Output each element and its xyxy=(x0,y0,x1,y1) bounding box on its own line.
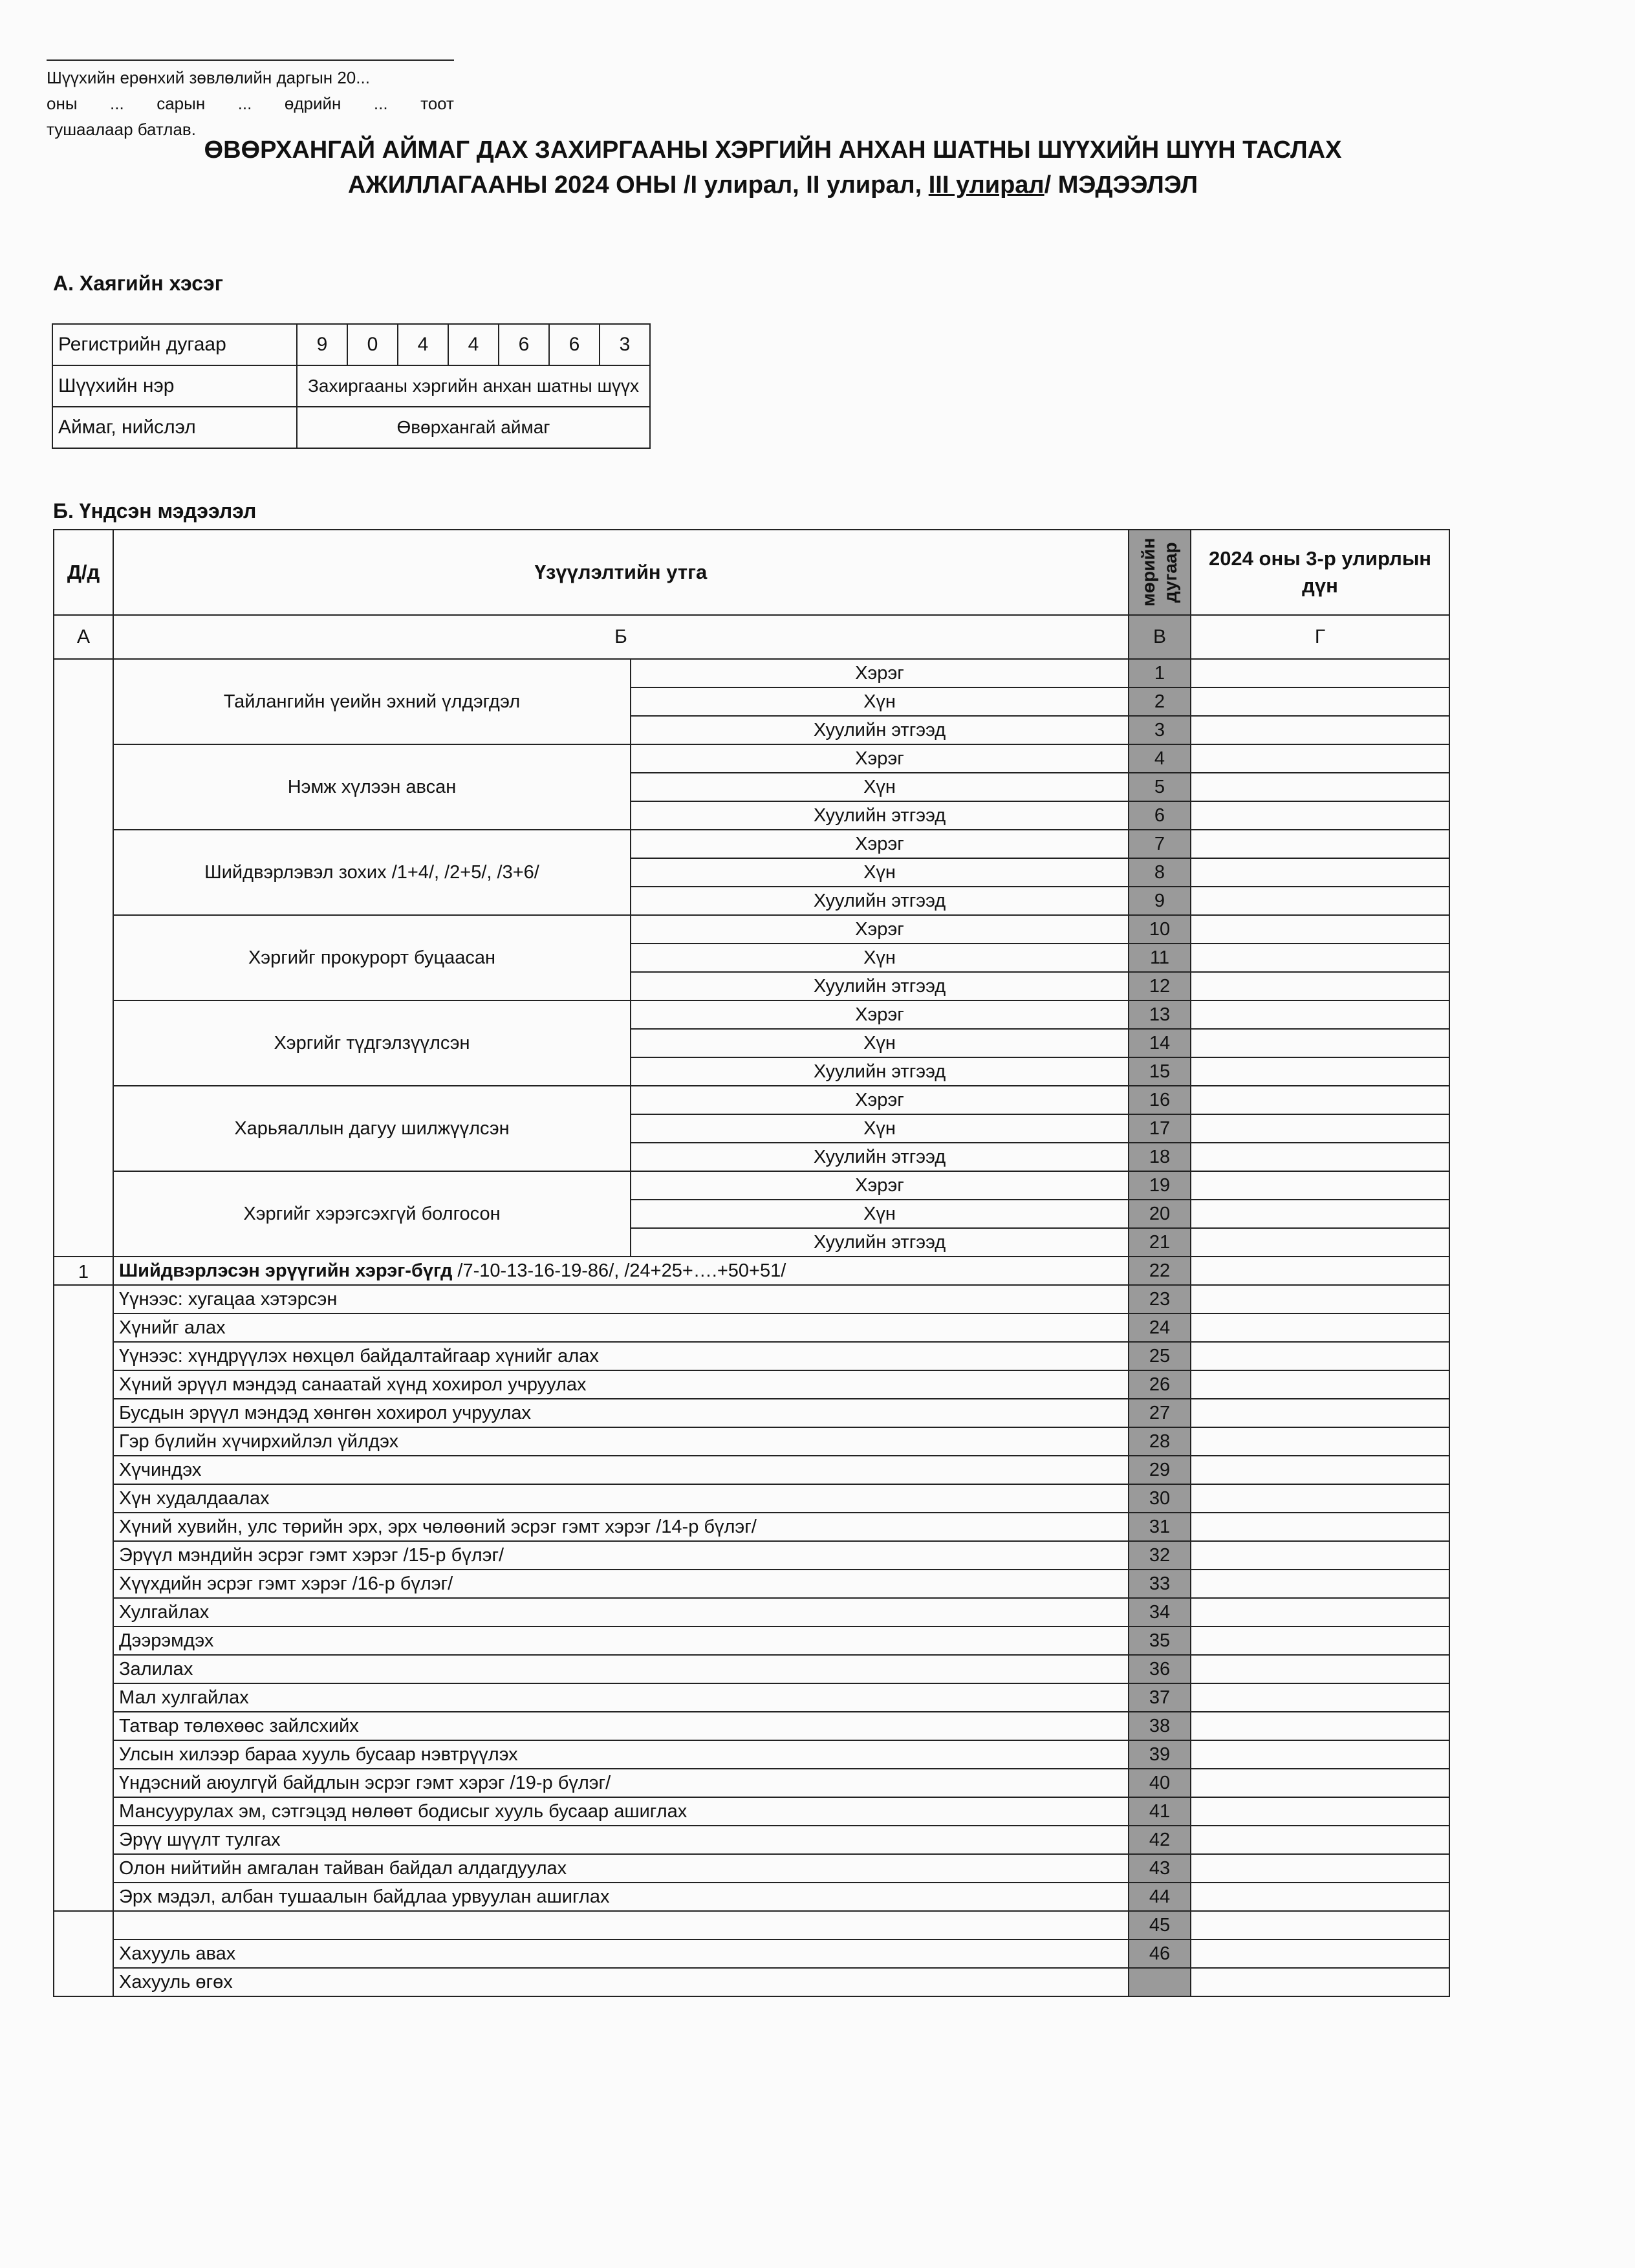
sub-label: Хүн xyxy=(631,1029,1129,1057)
row-number: 46 xyxy=(1129,1939,1191,1968)
row-label: Хүнийг алах xyxy=(113,1313,1129,1342)
table-row xyxy=(54,1911,1449,1939)
sub-label: Хуулийн этгээд xyxy=(631,1228,1129,1257)
row-label: Татвар төлөхөөс зайлсхийх xyxy=(113,1712,1129,1740)
table-row xyxy=(54,1427,1449,1456)
sub-label: Хүн xyxy=(631,1114,1129,1143)
value-cell[interactable] xyxy=(1191,915,1449,944)
header-row-number-text: мөрийн дугаар xyxy=(1138,537,1180,607)
row-label: Эрүү шүүлт тулгах xyxy=(113,1826,1129,1854)
court-name-row xyxy=(52,365,650,407)
value-cell[interactable] xyxy=(1191,1313,1449,1342)
row-number: 39 xyxy=(1129,1740,1191,1769)
main-info-table xyxy=(53,529,1450,1997)
group-sub-row xyxy=(54,915,1449,944)
value-cell[interactable] xyxy=(1191,744,1449,773)
row-label: Бусдын эрүүл мэндэд хөнгөн хохирол учруулах xyxy=(113,1399,1129,1427)
row-label: Хүн худалдаалах xyxy=(113,1484,1129,1513)
row-number: 1 xyxy=(1129,659,1191,687)
title-part: / МЭДЭЭЛЭЛ xyxy=(1044,171,1198,199)
value-cell[interactable] xyxy=(1191,1399,1449,1427)
value-cell[interactable] xyxy=(1191,1740,1449,1769)
title-line-1: ӨВӨРХАНГАЙ АЙМАГ ДАХ ЗАХИРГААНЫ ХЭРГИЙН АНХАН ШАТНЫ ШҮҮХИЙН ШҮҮН ТАСЛАХ xyxy=(204,136,1342,164)
table-row xyxy=(54,1570,1449,1598)
row-number: 23 xyxy=(1129,1285,1191,1313)
row-number: 40 xyxy=(1129,1769,1191,1797)
table-row xyxy=(54,1598,1449,1626)
sub-label: Хуулийн этгээд xyxy=(631,972,1129,1000)
value-cell[interactable] xyxy=(1191,1086,1449,1114)
value-cell[interactable] xyxy=(1191,1114,1449,1143)
row-number: 7 xyxy=(1129,830,1191,858)
value-cell[interactable] xyxy=(1191,1143,1449,1171)
section-b-heading: Б. Үндсэн мэдээлэл xyxy=(53,499,257,523)
title-line-2 xyxy=(142,167,1403,202)
row-number: 33 xyxy=(1129,1570,1191,1598)
row-label: Залилах xyxy=(113,1655,1129,1683)
group-sub-row xyxy=(54,659,1449,687)
row-number: 6 xyxy=(1129,801,1191,830)
title-underlined-part: III улирал xyxy=(928,171,1045,199)
sub-label: Хүн xyxy=(631,687,1129,716)
court-name-value: Захиргааны хэргийн анхан шатны шүүх xyxy=(297,365,650,407)
value-cell[interactable] xyxy=(1191,1484,1449,1513)
row-label: Үүнээс: хугацаа хэтэрсэн xyxy=(113,1285,1129,1313)
sub-label: Хуулийн этгээд xyxy=(631,1057,1129,1086)
value-cell[interactable] xyxy=(1191,1826,1449,1854)
row-number: 38 xyxy=(1129,1712,1191,1740)
value-cell[interactable] xyxy=(1191,1598,1449,1626)
header-row xyxy=(54,530,1449,615)
registry-row xyxy=(52,324,650,365)
row-number: 28 xyxy=(1129,1427,1191,1456)
sub-label: Хүн xyxy=(631,858,1129,887)
row-label: Гэр бүлийн хүчирхийлэл үйлдэх xyxy=(113,1427,1129,1456)
row-label: Мансуурулах эм, сэтгэцэд нөлөөт бодисыг хууль бусаар ашиглах xyxy=(113,1797,1129,1826)
sub-label: Хуулийн этгээд xyxy=(631,801,1129,830)
header-value: 2024 оны 3-р улирлын дүн xyxy=(1191,530,1449,615)
sub-label: Хуулийн этгээд xyxy=(631,716,1129,744)
value-cell[interactable] xyxy=(1191,716,1449,744)
row-label: Хүний хувийн, улс төрийн эрх, эрх чөлөөний эсрэг гэмт хэрэг /14-р бүлэг/ xyxy=(113,1513,1129,1541)
value-cell[interactable] xyxy=(1191,1655,1449,1683)
row-label: Хахууль авах xyxy=(113,1939,1129,1968)
value-cell[interactable] xyxy=(1191,1257,1449,1285)
registry-digit: 3 xyxy=(600,324,650,365)
row-number: 41 xyxy=(1129,1797,1191,1826)
group-label: Хэргийг прокурорт буцаасан xyxy=(113,915,631,1000)
row-label: Улсын хилээр бараа хууль бусаар нэвтрүүлэх xyxy=(113,1740,1129,1769)
section-a-heading: А. Хаягийн хэсэг xyxy=(53,272,224,295)
row-number: 21 xyxy=(1129,1228,1191,1257)
row-label: Мал хулгайлах xyxy=(113,1683,1129,1712)
sub-label: Хүн xyxy=(631,773,1129,801)
row-number: 25 xyxy=(1129,1342,1191,1370)
header-dd: Д/д xyxy=(54,530,113,615)
table-row xyxy=(54,1541,1449,1570)
value-cell[interactable] xyxy=(1191,773,1449,801)
row-label: Хүүхдийн эсрэг гэмт хэрэг /16-р бүлэг/ xyxy=(113,1570,1129,1598)
approval-word: оны xyxy=(47,94,78,113)
table-row xyxy=(54,1968,1449,1996)
group-label: Хэргийг хэрэгсэхгүй болгосон xyxy=(113,1171,631,1257)
row-number: 36 xyxy=(1129,1655,1191,1683)
group-label: Тайлангийн үеийн эхний үлдэгдэл xyxy=(113,659,631,744)
row-number: 45 xyxy=(1129,1911,1191,1939)
row-number: 16 xyxy=(1129,1086,1191,1114)
table-row xyxy=(54,1712,1449,1740)
value-cell[interactable] xyxy=(1191,1285,1449,1313)
row-number: 43 xyxy=(1129,1854,1191,1883)
row-label: Эрх мэдэл, албан тушаалын байдлаа урвуулан ашиглах xyxy=(113,1883,1129,1911)
approval-line-3: тушаалаар батлав. xyxy=(47,120,196,139)
aimag-value: Өвөрхангай аймаг xyxy=(297,407,650,448)
table-row xyxy=(54,1285,1449,1313)
row-number: 27 xyxy=(1129,1399,1191,1427)
row-number: 12 xyxy=(1129,972,1191,1000)
approval-blank: ... xyxy=(110,94,124,113)
table-row xyxy=(54,1740,1449,1769)
row-label: Хахууль өгөх xyxy=(113,1968,1129,1996)
registry-digit: 6 xyxy=(499,324,549,365)
value-cell[interactable] xyxy=(1191,1626,1449,1655)
header-row-number xyxy=(1129,530,1191,615)
group-label: Шийдвэрлэвэл зохих /1+4/, /2+5/, /3+6/ xyxy=(113,830,631,915)
row-number xyxy=(1129,1968,1191,1996)
group-sub-row xyxy=(54,1171,1449,1200)
value-cell[interactable] xyxy=(1191,1712,1449,1740)
row-number: 34 xyxy=(1129,1598,1191,1626)
row-label: Хүний эрүүл мэндэд санаатай хүнд хохирол учруулах xyxy=(113,1370,1129,1399)
row-number: 5 xyxy=(1129,773,1191,801)
sub-label: Хэрэг xyxy=(631,744,1129,773)
row-label: Дээрэмдэх xyxy=(113,1626,1129,1655)
row-number: 15 xyxy=(1129,1057,1191,1086)
row-number: 44 xyxy=(1129,1883,1191,1911)
row-label: Эрүүл мэндийн эсрэг гэмт хэрэг /15-р бүлэг/ xyxy=(113,1541,1129,1570)
index-cell-empty xyxy=(54,1911,113,1996)
table-row xyxy=(54,1342,1449,1370)
row-number: 3 xyxy=(1129,716,1191,744)
row-number: 10 xyxy=(1129,915,1191,944)
row-number: 11 xyxy=(1129,944,1191,972)
registry-digit: 4 xyxy=(398,324,448,365)
row-number: 26 xyxy=(1129,1370,1191,1399)
value-cell[interactable] xyxy=(1191,801,1449,830)
row-number: 2 xyxy=(1129,687,1191,716)
value-cell[interactable] xyxy=(1191,1057,1449,1086)
value-cell[interactable] xyxy=(1191,944,1449,972)
group-sub-row xyxy=(54,1086,1449,1114)
row-number: 13 xyxy=(1129,1000,1191,1029)
row-number: 37 xyxy=(1129,1683,1191,1712)
value-cell[interactable] xyxy=(1191,1228,1449,1257)
row-number: 9 xyxy=(1129,887,1191,915)
registry-digit: 6 xyxy=(549,324,600,365)
row-number: 8 xyxy=(1129,858,1191,887)
row-label: Хулгайлах xyxy=(113,1598,1129,1626)
value-cell[interactable] xyxy=(1191,1171,1449,1200)
row-number: 18 xyxy=(1129,1143,1191,1171)
value-cell[interactable] xyxy=(1191,1456,1449,1484)
value-cell[interactable] xyxy=(1191,1342,1449,1370)
value-cell[interactable] xyxy=(1191,858,1449,887)
row-label: Хүчиндэх xyxy=(113,1456,1129,1484)
value-cell[interactable] xyxy=(1191,1911,1449,1939)
table-row xyxy=(54,1399,1449,1427)
value-cell[interactable] xyxy=(1191,1854,1449,1883)
aimag-label: Аймаг, нийслэл xyxy=(52,407,297,448)
letter-a: А xyxy=(54,615,113,659)
table-row xyxy=(54,1797,1449,1826)
value-cell[interactable] xyxy=(1191,1000,1449,1029)
group-label: Харьяаллын дагуу шилжүүлсэн xyxy=(113,1086,631,1171)
row-number: 30 xyxy=(1129,1484,1191,1513)
row-number: 20 xyxy=(1129,1200,1191,1228)
letter-row xyxy=(54,615,1449,659)
approval-word: өдрийн xyxy=(284,94,341,113)
decided-total-label xyxy=(113,1257,1129,1285)
index-cell-empty xyxy=(54,659,113,1257)
table-row xyxy=(54,1626,1449,1655)
sub-label: Хуулийн этгээд xyxy=(631,887,1129,915)
row-number: 17 xyxy=(1129,1114,1191,1143)
title-part: АЖИЛЛАГААНЫ 2024 ОНЫ /I улирал, II улирал, xyxy=(347,171,929,199)
value-cell[interactable] xyxy=(1191,1769,1449,1797)
sub-label: Хэрэг xyxy=(631,830,1129,858)
row-number: 22 xyxy=(1129,1257,1191,1285)
value-cell[interactable] xyxy=(1191,1427,1449,1456)
sub-label: Хүн xyxy=(631,1200,1129,1228)
value-cell[interactable] xyxy=(1191,1939,1449,1968)
value-cell[interactable] xyxy=(1191,687,1449,716)
value-cell[interactable] xyxy=(1191,659,1449,687)
address-table xyxy=(52,323,651,449)
approval-word: сарын xyxy=(157,94,206,113)
index-cell-empty xyxy=(54,1285,113,1911)
registry-digit: 4 xyxy=(448,324,499,365)
group-label: Хэргийг түдгэлзүүлсэн xyxy=(113,1000,631,1086)
group-sub-row xyxy=(54,1000,1449,1029)
header-indicator: Үзүүлэлтийн утга xyxy=(113,530,1129,615)
table-row xyxy=(54,1683,1449,1712)
row-number: 42 xyxy=(1129,1826,1191,1854)
row-number: 31 xyxy=(1129,1513,1191,1541)
sub-label: Хүн xyxy=(631,944,1129,972)
document-title xyxy=(142,133,1403,202)
value-cell[interactable] xyxy=(1191,1797,1449,1826)
value-cell[interactable] xyxy=(1191,972,1449,1000)
registry-digit: 9 xyxy=(297,324,347,365)
table-row xyxy=(54,1769,1449,1797)
sub-label: Хэрэг xyxy=(631,1000,1129,1029)
table-row xyxy=(54,1655,1449,1683)
approval-blank: ... xyxy=(373,94,388,113)
approval-note xyxy=(47,59,454,142)
row-number: 35 xyxy=(1129,1626,1191,1655)
group-sub-row xyxy=(54,744,1449,773)
group-sub-row xyxy=(54,830,1449,858)
approval-blank: ... xyxy=(237,94,252,113)
value-cell[interactable] xyxy=(1191,1968,1449,1996)
value-cell[interactable] xyxy=(1191,1029,1449,1057)
value-cell[interactable] xyxy=(1191,830,1449,858)
group-label: Нэмж хүлээн авсан xyxy=(113,744,631,830)
value-cell[interactable] xyxy=(1191,1370,1449,1399)
value-cell[interactable] xyxy=(1191,1513,1449,1541)
value-cell[interactable] xyxy=(1191,1683,1449,1712)
row-number: 14 xyxy=(1129,1029,1191,1057)
sub-label: Хуулийн этгээд xyxy=(631,1143,1129,1171)
registry-label: Регистрийн дугаар xyxy=(52,324,297,365)
row-label: Олон нийтийн амгалан тайван байдал алдагдуулах xyxy=(113,1854,1129,1883)
row-label xyxy=(113,1911,1129,1939)
sub-label: Хэрэг xyxy=(631,659,1129,687)
row-label: Үндэсний аюулгүй байдлын эсрэг гэмт хэрэг /19-р бүлэг/ xyxy=(113,1769,1129,1797)
table-row xyxy=(54,1456,1449,1484)
value-cell[interactable] xyxy=(1191,1200,1449,1228)
letter-b: Б xyxy=(113,615,1129,659)
table-row xyxy=(54,1854,1449,1883)
sub-label: Хэрэг xyxy=(631,1086,1129,1114)
table-row xyxy=(54,1370,1449,1399)
approval-divider xyxy=(47,59,454,61)
decided-total-formula: /7-10-13-16-19-86/, /24+25+….+50+51/ xyxy=(452,1260,786,1281)
approval-word: тоот xyxy=(420,94,454,113)
table-row xyxy=(54,1883,1449,1911)
value-cell[interactable] xyxy=(1191,1541,1449,1570)
letter-c: В xyxy=(1129,615,1191,659)
row-number: 32 xyxy=(1129,1541,1191,1570)
row-number: 29 xyxy=(1129,1456,1191,1484)
row-number: 24 xyxy=(1129,1313,1191,1342)
row-number: 4 xyxy=(1129,744,1191,773)
registry-digit: 0 xyxy=(347,324,398,365)
table-row xyxy=(54,1313,1449,1342)
aimag-row xyxy=(52,407,650,448)
row-index: 1 xyxy=(54,1257,113,1285)
value-cell[interactable] xyxy=(1191,1883,1449,1911)
approval-line-1: Шүүхийн ерөнхий зөвлөлийн даргын 20... xyxy=(47,68,370,87)
table-row xyxy=(54,1826,1449,1854)
row-label: Үүнээс: хүндрүүлэх нөхцөл байдалтайгаар хүнийг алах xyxy=(113,1342,1129,1370)
table-row xyxy=(54,1513,1449,1541)
decided-total-bold: Шийдвэрлэсэн эрүүгийн хэрэг-бүгд xyxy=(119,1260,453,1281)
approval-line-2 xyxy=(47,91,454,116)
decided-total-row xyxy=(54,1257,1449,1285)
table-row xyxy=(54,1484,1449,1513)
letter-d: Г xyxy=(1191,615,1449,659)
court-name-label: Шүүхийн нэр xyxy=(52,365,297,407)
value-cell[interactable] xyxy=(1191,887,1449,915)
table-row xyxy=(54,1939,1449,1968)
value-cell[interactable] xyxy=(1191,1570,1449,1598)
row-number: 19 xyxy=(1129,1171,1191,1200)
sub-label: Хэрэг xyxy=(631,915,1129,944)
sub-label: Хэрэг xyxy=(631,1171,1129,1200)
